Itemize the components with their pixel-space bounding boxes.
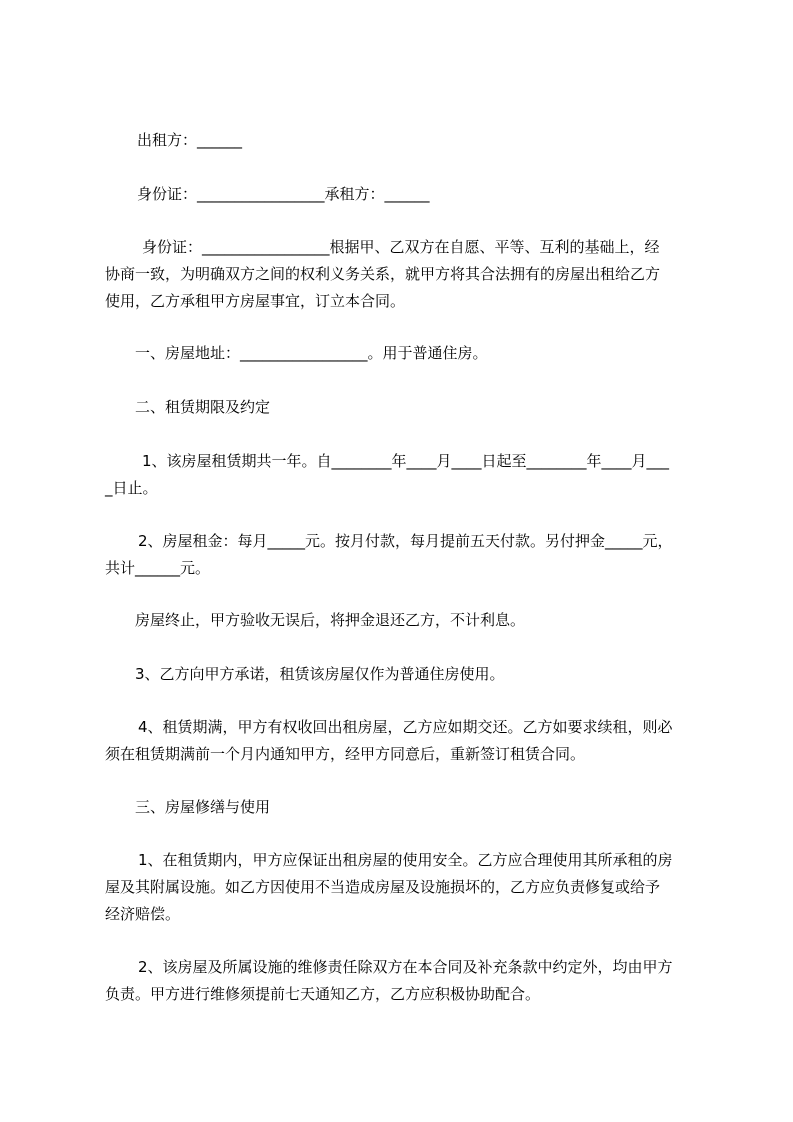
clause-3-2-line-2: 负责。甲方进行维修须提前七天通知乙方，乙方应积极协助配合。 bbox=[105, 985, 541, 1003]
lessor-line: 出租方：______ bbox=[137, 131, 243, 149]
clause-2-4-line-1: 4、租赁期满，甲方有权收回出租房屋，乙方应如期交还。乙方如要求续租，则必 bbox=[138, 718, 673, 736]
intro-line-1: 身份证：_________________根据甲、乙双方在自愿、平等、互利的基础上，经 bbox=[142, 238, 660, 256]
intro-line-3: 使用，乙方承租甲方房屋事宜，订立本合同。 bbox=[105, 292, 406, 310]
clause-3-2-line-1: 2、该房屋及所属设施的维修责任除双方在本合同及补充条款中约定外，均由甲方 bbox=[138, 958, 673, 976]
clause-2-1-line-1: 1、该房屋租赁期共一年。自________年____月____日起至________年____月___ bbox=[142, 452, 670, 470]
clause-2-2-line-2: 共计______元。 bbox=[105, 559, 211, 577]
section-2-heading: 二、租赁期限及约定 bbox=[135, 398, 271, 416]
clause-3-1-line-2: 屋及其附属设施。如乙方因使用不当造成房屋及设施损坏的，乙方应负责修复或给予 bbox=[105, 878, 661, 896]
clause-2-2-line-1: 2、房屋租金：每月_____元。按月付款，每月提前五天付款。另付押金_____元， bbox=[138, 532, 673, 550]
section-3-heading: 三、房屋修缮与使用 bbox=[135, 798, 271, 816]
clause-3-1-line-3: 经济赔偿。 bbox=[105, 905, 181, 923]
section-1-address: 一、房屋地址：_________________。用于普通住房。 bbox=[135, 344, 488, 362]
clause-2-3: 3、乙方向甲方承诺，租赁该房屋仅作为普通住房使用。 bbox=[135, 665, 505, 683]
clause-2-1-line-2: _日止。 bbox=[105, 479, 158, 497]
id-lessee-line: 身份证：_________________承租方：______ bbox=[137, 185, 430, 203]
clause-2-4-line-2: 须在租赁期满前一个月内通知甲方，经甲方同意后，重新签订租赁合同。 bbox=[105, 745, 586, 763]
intro-line-2: 协商一致，为明确双方之间的权利义务关系，就甲方将其合法拥有的房屋出租给乙方 bbox=[105, 265, 661, 283]
deposit-return-line: 房屋终止，甲方验收无误后，将押金退还乙方，不计利息。 bbox=[135, 611, 526, 629]
clause-3-1-line-1: 1、在租赁期内，甲方应保证出租房屋的使用安全。乙方应合理使用其所承租的房 bbox=[138, 851, 673, 869]
